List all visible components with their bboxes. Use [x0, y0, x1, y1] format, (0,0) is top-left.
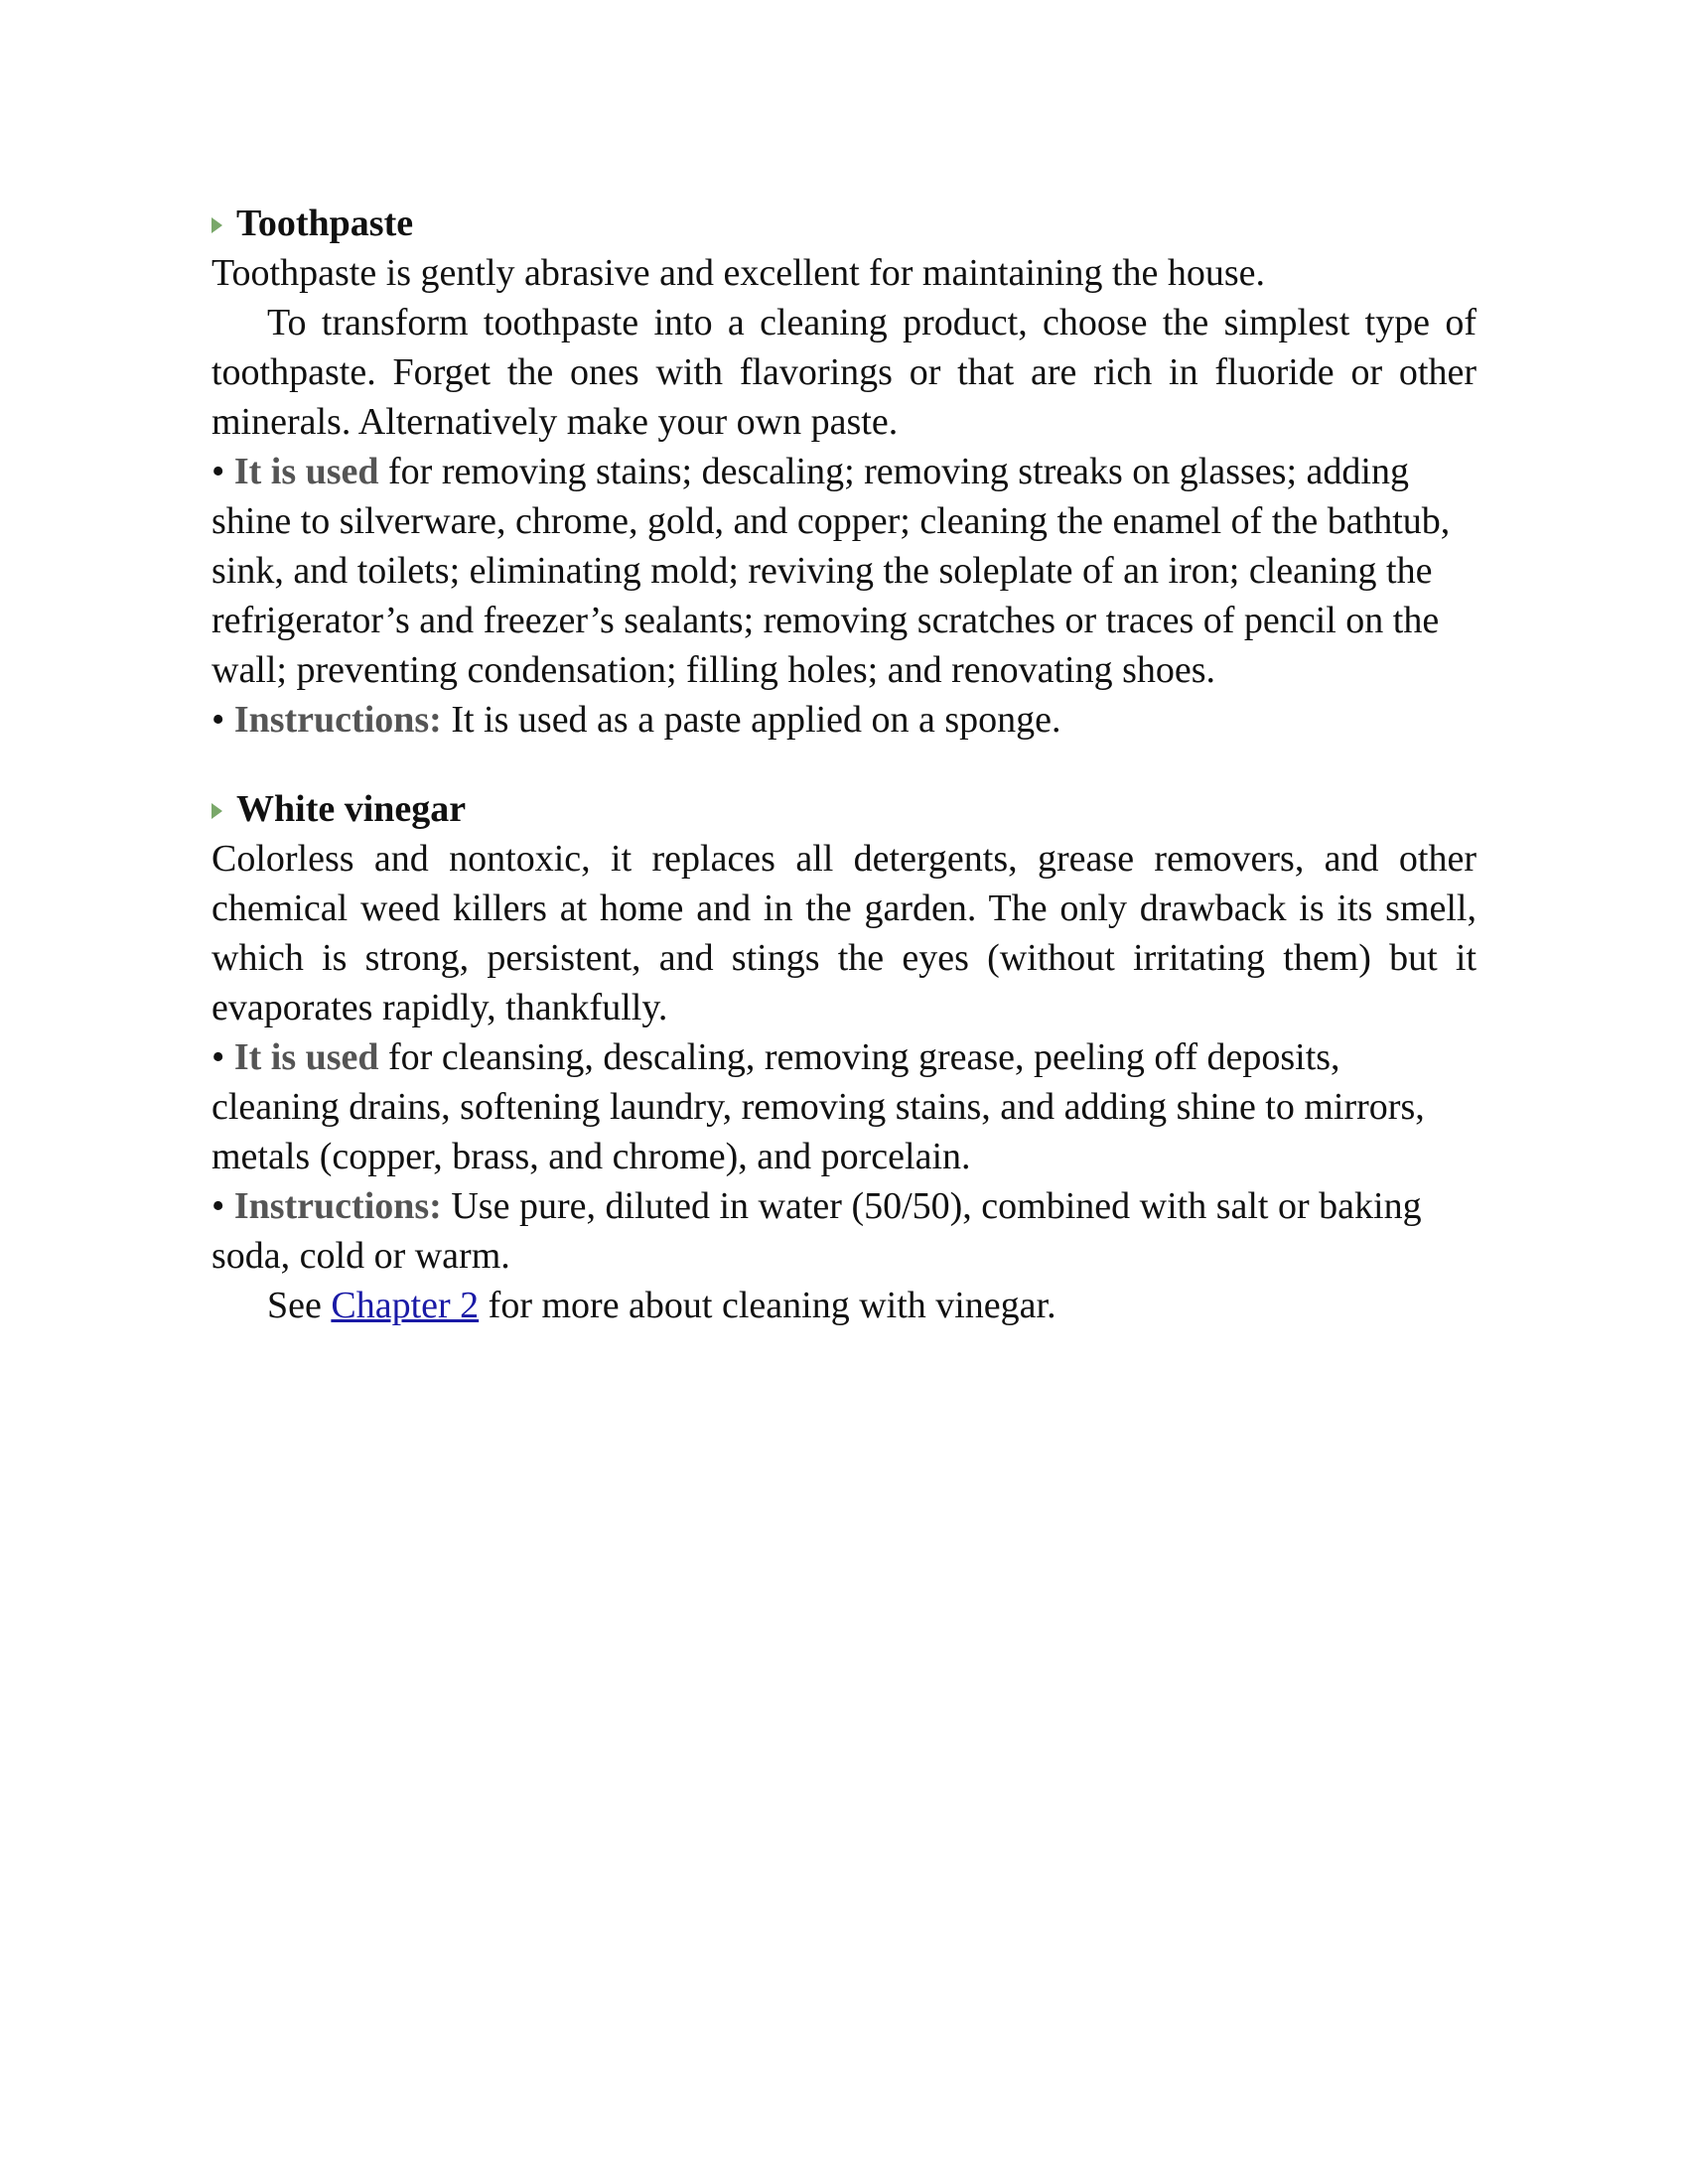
- triangle-bullet-icon: [211, 217, 222, 233]
- instructions-label: Instructions:: [233, 1185, 442, 1227]
- uses-label: It is used: [233, 451, 379, 492]
- uses-label: It is used: [233, 1036, 379, 1078]
- section-title: Toothpaste: [236, 203, 414, 244]
- see-also-line: [211, 1281, 1477, 1330]
- see-prefix: See: [267, 1285, 332, 1326]
- section-heading-white-vinegar: [211, 784, 1477, 834]
- uses-text: for cleansing, descaling, removing grease, peeling off deposits, cleaning drains, softening laundry, removing stains, and adding shine to mirrors, metals (copper, brass, and chrome), and porcelain.: [211, 1036, 1425, 1177]
- bullet-char: •: [211, 451, 225, 492]
- section-heading-toothpaste: [211, 199, 1477, 248]
- section-title: White vinegar: [236, 788, 467, 830]
- uses-bullet: [211, 1032, 1477, 1181]
- instructions-bullet: [211, 695, 1477, 745]
- uses-bullet: [211, 447, 1477, 695]
- instructions-bullet: [211, 1181, 1477, 1281]
- section-paragraph: To transform toothpaste into a cleaning product, choose the simplest type of toothpaste. Forget the ones with flavorings or that are rich in fluoride or other minerals. Alternatively make your own paste.: [211, 302, 1477, 443]
- triangle-bullet-icon: [211, 803, 222, 819]
- bullet-char: •: [211, 1036, 225, 1078]
- section-intro: Colorless and nontoxic, it replaces all detergents, grease removers, and other chemical weed killers at home and in the garden. The only drawback is its smell, which is strong, persistent, and stings the eyes (without irritating them) but it evaporates rapidly, thankfully.: [211, 838, 1477, 1028]
- instructions-label: Instructions:: [233, 699, 442, 741]
- document-page: [211, 199, 1477, 1330]
- section-spacer: [211, 745, 1477, 784]
- section-intro: Toothpaste is gently abrasive and excellent for maintaining the house.: [211, 252, 1266, 294]
- instructions-text: Use pure, diluted in water (50/50), combined with salt or baking soda, cold or warm.: [211, 1185, 1422, 1277]
- bullet-char: •: [211, 1185, 225, 1227]
- see-suffix: for more about cleaning with vinegar.: [479, 1285, 1056, 1326]
- uses-text: for removing stains; descaling; removing streaks on glasses; adding shine to silverware, chrome, gold, and copper; cleaning the enamel of the bathtub, sink, and toilets; eliminating mold; reviving the soleplate of an iron; cleaning the refrigerator’s and freezer’s sealants; removing scratches or traces of pencil on the wall; preventing condensation; filling holes; and renovating shoes.: [211, 451, 1451, 691]
- chapter-link[interactable]: Chapter 2: [331, 1285, 480, 1326]
- bullet-char: •: [211, 699, 225, 741]
- instructions-text: It is used as a paste applied on a sponge.: [441, 699, 1061, 741]
